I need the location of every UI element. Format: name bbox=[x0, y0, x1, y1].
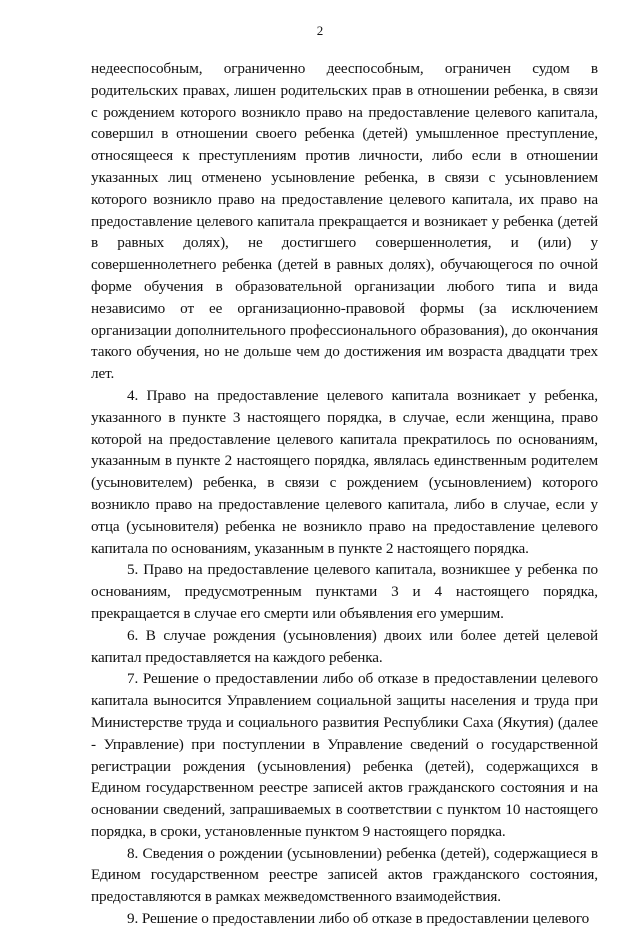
page-number: 2 bbox=[316, 23, 324, 38]
document-body bbox=[91, 58, 598, 930]
paragraph-item-9: 9. Решение о предоставлении либо об отказе в предоставлении целевого bbox=[127, 910, 590, 928]
paragraph-item-5: 5. Право на предоставление целевого капитала, возникшее у ребенка по основаниям, предусмотренным пунктами 3 и 4 настоящего порядка, прекращается в случае его смерти или объявления его умершим. bbox=[91, 561, 598, 622]
paragraph-item-6: 6. В случае рождения (усыновления) двоих или более детей целевой капитал предоставляется на каждого ребенка. bbox=[91, 626, 598, 666]
paragraph-item-4: 4. Право на предоставление целевого капитала возникает у ребенка, указанного в пункте 3 настоящего порядка, в случае, если женщина, право которой на предоставление целевого капитала прекратилось по основаниям, указанным в пункте 2 настоящего порядка, являлась единственным родителем (усыновителем) ребенка, в связи с рождением (усыновлением) которого возникло право на предоставление целевого капитала, либо в случае, если у отца (усыновителя) ребенка не возникло право на предоставление целевого капитала по основаниям, указанным в пункте 2 настоящего порядка. bbox=[91, 386, 598, 557]
paragraph-item-7: 7. Решение о предоставлении либо об отказе в предоставлении целевого капитала выносится Управлением социальной защиты населения и труда при Министерстве труда и социального развития Республики Саха (Якутия) (далее - Управление) при поступлении в Управление сведений о государственной регистрации рождения (усыновления) ребенка (детей), содержащихся в Едином государственном реестре записей актов гражданского состояния и на основании сведений, запрашиваемых в соответствии с пунктом 10 настоящего порядка, в сроки, установленные пунктом 9 настоящего порядка. bbox=[91, 670, 598, 840]
paragraph-item-8: 8. Сведения о рождении (усыновлении) ребенка (детей), содержащиеся в Едином государственном реестре записей актов гражданского состояния, предоставляются в рамках межведомственного взаимодействия. bbox=[91, 844, 598, 906]
paragraph-continuation: недееспособным, ограниченно дееспособным, ограничен судом в родительских правах, лишен родительских прав в отношении ребенка, в связи с рождением которого возникло право на предоставление целевого капитала, совершил в отношении своего ребенка (детей) умышленное преступление, относящееся к преступлениям против личности, либо если в отношении указанных лиц отменено усыновление ребенка, в связи с усыновлением которого возникло право на предоставление целевого капитала, их право на предоставление целевого капитала прекращается и возникает у ребенка (детей в равных долях), не достигшего совершеннолетия, и (или) у совершеннолетнего ребенка (детей в равных долях), обучающегося по очной форме обучения в образовательной организации любого типа и вида независимо от ее организационно-правовой формы (за исключением организации дополнительного профессионального образования), до окончания такого обучения, но не дольше чем до достижения им возраста двадцати трех лет. bbox=[91, 60, 598, 383]
